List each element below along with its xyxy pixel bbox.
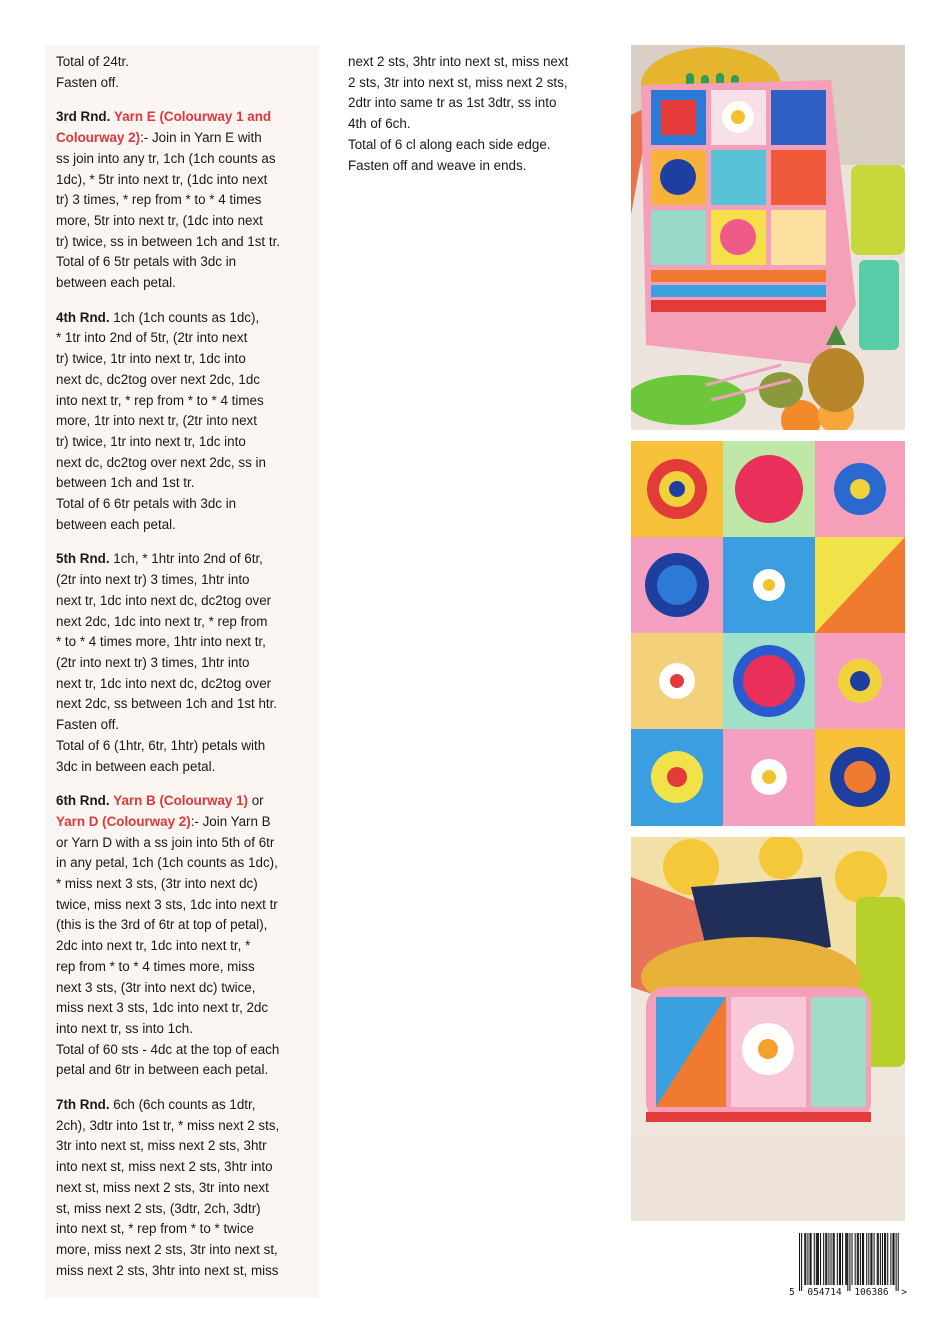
text-line: more, miss next 2 sts, 3tr into next st, [56,1241,278,1257]
text-line: more, 5tr into next tr, (1dc into next [56,212,263,228]
barcode-bar [880,1233,881,1285]
text-line: 2 sts, 3tr into next st, miss next 2 sts, [348,74,568,90]
barcode-bar [846,1233,847,1285]
barcode-bar [866,1233,867,1285]
rolled-blanket-shape [646,987,871,1122]
barcode-bar [890,1233,891,1285]
rolled-blanket-photo [631,837,905,1221]
round-7-continued-paragraph [348,52,602,176]
barcode-end-mark: > [901,1287,907,1298]
text-line: (this is the 3rd of 6tr at top of petal), [56,917,268,933]
text-line: twice, miss next 3 sts, 1dc into next tr [56,896,278,912]
instructions-column-left [45,45,319,1298]
barcode-bar [805,1233,806,1285]
text-line: :- Join in Yarn E with [140,130,262,146]
text-line: 6ch (6ch counts as 1dtr, [109,1097,256,1113]
text-line: ss join into any tr, 1ch (1ch counts as [56,150,276,166]
barcode-bar [878,1233,879,1285]
text-line: into next st, * rep from * to * twice [56,1221,254,1237]
barcode-bar [833,1233,834,1285]
barcode-first-digit: 5 [789,1287,795,1298]
barcode-bars [789,1231,907,1291]
text-line: st, miss next 2 sts, (3dtr, 2ch, 3dtr) [56,1200,261,1216]
barcode-bar [863,1233,864,1285]
barcode-bar [818,1233,819,1285]
text-line: into next tr, ss into 1ch. [56,1020,193,1036]
text-line: tr) 3 times, * rep from * to * 4 times [56,192,262,208]
text-line: next 3 sts, (3tr into next dc) twice, [56,979,256,995]
text-line: between each petal. [56,516,176,532]
yarn-highlight: Colourway 2) [56,130,141,146]
text-line: 3tr into next st, miss next 2 sts, 3htr [56,1138,267,1154]
barcode-bar [831,1233,832,1285]
barcode-bar [826,1233,827,1285]
round-6-paragraph [56,791,309,1081]
round-5-paragraph [56,549,309,777]
barcode-bar [852,1233,853,1285]
barcode-bar [825,1233,826,1285]
text-line: between each petal. [56,275,176,291]
barcode-bar [828,1233,829,1285]
barcode-bar [887,1233,888,1285]
text-line: petal and 6tr in between each petal. [56,1062,269,1078]
text-line: (2tr into next tr) 3 times, 1htr into [56,654,250,670]
barcode-bar [858,1233,859,1285]
barcode-bar [860,1233,861,1285]
barcode-bar [820,1233,821,1285]
text-line: miss next 3 sts, 1dc into next tr, 2dc [56,1000,269,1016]
text-line: into next tr, * rep from * to * 4 times [56,392,264,408]
barcode-group-2: 106386 [854,1287,889,1298]
barcode-group-1: 054714 [807,1287,842,1298]
text-line: in any petal, 1ch (1ch counts as 1dc), [56,855,278,871]
barcode-bar [801,1233,802,1291]
barcode-bar [882,1233,883,1285]
barcode-bar [871,1233,872,1285]
text-line: Fasten off. [56,74,120,90]
text-line: next st, miss next 2 sts, 3tr into next [56,1179,269,1195]
text-line: next tr, 1dc into next dc, dc2tog over [56,675,272,691]
barcode-bar [834,1233,835,1285]
barcode-bar [839,1233,840,1285]
text-line: tr) twice, 1tr into next tr, 1dc into [56,351,246,367]
round-label: 4th Rnd. [56,309,110,325]
barcode-bar [814,1233,815,1285]
text-line: or [247,793,264,809]
barcode-bar [862,1233,863,1285]
barcode-bar [840,1233,841,1285]
barcode-bar [894,1233,895,1285]
barcode-bar [823,1233,824,1285]
text-line: rep from * to * 4 times more, miss [56,958,255,974]
text-line: Total of 6 cl along each side edge. [348,136,551,152]
round-3-paragraph [56,107,309,293]
barcode-bar [842,1233,843,1285]
text-line: tr) twice, ss in between 1ch and 1st tr. [56,233,281,249]
round-label: 6th Rnd. [56,793,110,809]
barcode-bar [874,1233,875,1285]
barcode-bar [804,1233,805,1285]
text-line: * miss next 3 sts, (3tr into next dc) [56,876,258,892]
text-line: 1dc), * 5tr into next tr, (1dc into next [56,171,268,187]
yarn-highlight: Yarn B (Colourway 1) [113,793,248,809]
text-line: (2tr into next tr) 3 times, 1htr into [56,572,250,588]
yarn-highlight: Yarn D (Colourway 2) [56,813,191,829]
text-line: 3dc in between each petal. [56,758,216,774]
text-line: * 1tr into 2nd of 5tr, (2tr into next [56,330,248,346]
text-line: 2dtr into same tr as 1st 3dtr, ss into [348,95,557,111]
barcode-bar [898,1233,899,1291]
text-line: Total of 24tr. [56,54,129,69]
text-line: into next st, miss next 2 sts, 3htr into [56,1159,273,1175]
blanket-shape [641,80,856,365]
barcode-bar [857,1233,858,1285]
intro-paragraph [56,52,309,93]
text-line: Fasten off and weave in ends. [348,157,527,173]
round-label: 3rd Rnd. [56,109,111,125]
barcode-bar [810,1233,811,1285]
barcode-bar [870,1233,871,1285]
round-label: 5th Rnd. [56,551,110,567]
barcode-bar [799,1233,800,1291]
barcode-bar [896,1233,897,1291]
instructions-column-middle [336,45,612,190]
barcode-bar [847,1233,848,1291]
text-line: * to * 4 times more, 1htr into next tr, [56,634,266,650]
text-line: 2ch), 3dtr into 1st tr, * miss next 2 sts, [56,1117,280,1133]
text-line: Total of 6 (1htr, 6tr, 1htr) petals with [56,737,266,753]
barcode-bar [885,1233,886,1285]
text-line: 1ch (1ch counts as 1dc), [109,309,260,325]
round-label: 7th Rnd. [56,1097,110,1113]
barcode-bar [877,1233,878,1285]
text-line: miss next 2 sts, 3htr into next st, miss [56,1262,279,1278]
text-line: next dc, dc2tog over next 2dc, 1dc [56,371,260,387]
text-line: :- Join Yarn B [190,813,271,829]
barcode-bar [845,1233,846,1285]
round-4-paragraph [56,308,309,536]
text-line: next 2 sts, 3htr into next st, miss next [348,54,569,69]
blanket-closeup-photo [631,441,905,826]
text-line: 4th of 6ch. [348,116,411,132]
barcode-digits [789,1287,907,1299]
barcode-bar [868,1233,869,1285]
barcode [789,1231,907,1301]
text-line: 2dc into next tr, 1dc into next tr, * [56,938,251,954]
text-line: Total of 60 sts - 4dc at the top of each [56,1041,280,1057]
barcode-bar [816,1233,817,1285]
round-7-paragraph [56,1095,309,1281]
barcode-bar [892,1233,893,1285]
barcode-bar [837,1233,838,1285]
text-line: next 2dc, 1dc into next tr, * rep from [56,613,268,629]
text-line: Total of 6 6tr petals with 3dc in [56,496,237,512]
text-line: more, 1tr into next tr, (2tr into next [56,413,257,429]
text-line: next dc, dc2tog over next 2dc, ss in [56,454,266,470]
text-line: between 1ch and 1st tr. [56,475,195,491]
text-line: or Yarn D with a ss join into 5th of 6tr [56,834,275,850]
text-line: Fasten off. [56,717,120,733]
text-line: next tr, 1dc into next dc, dc2tog over [56,592,272,608]
blanket-picnic-photo [631,45,905,430]
text-line: tr) twice, 1tr into next tr, 1dc into [56,433,246,449]
barcode-bar [884,1233,885,1285]
barcode-bar [855,1233,856,1285]
yarn-highlight: Yarn E (Colourway 1 and [114,109,272,125]
barcode-bar [807,1233,808,1285]
barcode-bar [849,1233,850,1291]
barcode-bar [811,1233,812,1285]
text-line: 1ch, * 1htr into 2nd of 6tr, [109,551,263,567]
text-line: next 2dc, ss between 1ch and 1st htr. [56,696,278,712]
text-line: Total of 6 5tr petals with 3dc in [56,254,237,270]
barcode-bar [817,1233,818,1285]
